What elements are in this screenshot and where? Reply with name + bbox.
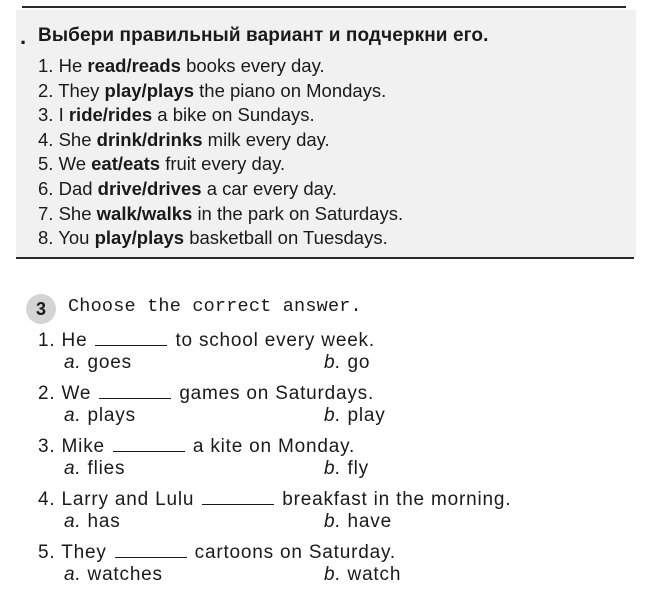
option-b: b. have	[324, 511, 392, 532]
task1-item: 2. They play/plays the piano on Mondays.	[38, 79, 387, 101]
option-b: b. watch	[324, 564, 402, 585]
option-a: a. has	[64, 511, 121, 532]
answer-blank	[202, 490, 274, 505]
task1-choice: play/plays	[104, 79, 194, 101]
answer-blank	[115, 543, 187, 558]
task1-choice: play/plays	[94, 227, 185, 249]
option-a: a. watches	[64, 564, 163, 585]
task3-question: 2. We games on Saturdays. a. plays b. play	[38, 383, 386, 426]
task1-bullet: .	[20, 24, 27, 49]
option-a: a. goes	[64, 352, 132, 373]
task3-question: 3. Mike a kite on Monday. a. flies b. fly	[38, 436, 369, 479]
task1-item: 4. She drink/drinks milk every day.	[38, 128, 330, 150]
task1-item: 7. She walk/walks in the park on Saturdays.	[38, 202, 404, 224]
task1-item: 8. You play/plays basketball on Tuesdays.	[38, 227, 388, 249]
task1-choice: walk/walks	[96, 202, 193, 224]
option-b: b. go	[324, 352, 371, 373]
task1-title: Выбери правильный вариант и подчеркни его.	[38, 25, 489, 46]
option-a: a. plays	[64, 405, 136, 426]
task3-question: 4. Larry and Lulu breakfast in the morning. a. has b. have	[38, 489, 512, 532]
task1-choice: eat/eats	[91, 153, 161, 175]
answer-blank	[113, 437, 185, 452]
task3-question: 1. He to school every week. a. goes b. go	[38, 330, 375, 373]
task1-choice: read/reads	[87, 55, 181, 76]
task1-item: 5. We eat/eats fruit every day.	[38, 153, 286, 175]
option-a: a. flies	[64, 458, 126, 479]
task1-choice: drive/drives	[97, 177, 202, 199]
task1-list	[38, 54, 403, 251]
task1-choice: ride/rides	[68, 104, 153, 126]
task1-item: 3. I ride/rides a bike on Sundays.	[38, 104, 315, 126]
task1-item: 1. He read/reads books every day.	[38, 55, 325, 76]
option-b: b. play	[324, 405, 386, 426]
answer-blank	[99, 384, 171, 399]
section-divider	[16, 257, 634, 259]
task3-title: Choose the correct answer.	[68, 296, 362, 317]
task3-number-badge: 3	[26, 294, 56, 324]
task3-question: 5. They cartoons on Saturday. a. watches b. watch	[38, 542, 402, 585]
option-b: b. fly	[324, 458, 369, 479]
task1-choice: drink/drinks	[96, 128, 203, 150]
top-rule	[22, 6, 626, 8]
task1-panel	[16, 10, 636, 258]
answer-blank	[95, 331, 167, 346]
task1-item: 6. Dad drive/drives a car every day.	[38, 177, 337, 199]
